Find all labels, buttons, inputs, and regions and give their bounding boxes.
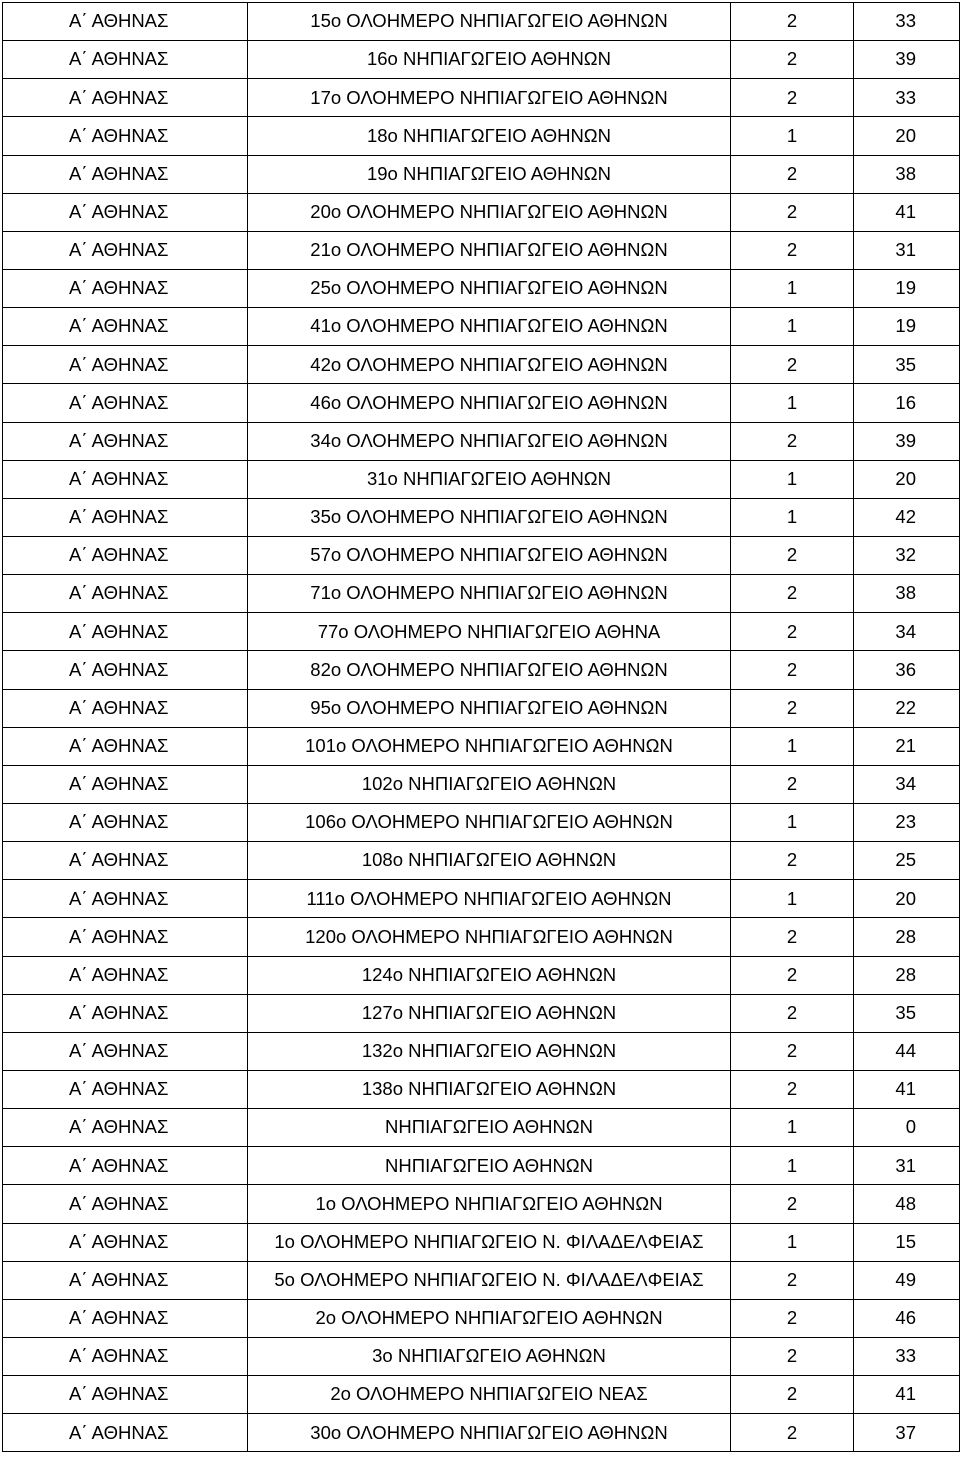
classes-count-cell: 2 xyxy=(731,231,854,269)
school-name-cell: 19ο ΝΗΠΙΑΓΩΓΕΙΟ ΑΘΗΝΩΝ xyxy=(248,155,731,193)
school-name-cell: 111ο ΟΛΟΗΜΕΡΟ ΝΗΠΙΑΓΩΓΕΙΟ ΑΘΗΝΩΝ xyxy=(248,880,731,918)
table-row xyxy=(3,498,960,536)
school-name-cell: 2ο ΟΛΟΗΜΕΡΟ ΝΗΠΙΑΓΩΓΕΙΟ ΝΕΑΣ xyxy=(248,1376,731,1414)
school-name-cell: 108ο ΝΗΠΙΑΓΩΓΕΙΟ ΑΘΗΝΩΝ xyxy=(248,842,731,880)
table-row xyxy=(3,1070,960,1108)
schools-table xyxy=(2,2,960,1452)
classes-count-cell: 2 xyxy=(731,193,854,231)
students-count-cell: 34 xyxy=(854,613,960,651)
classes-count-cell: 2 xyxy=(731,651,854,689)
students-count-cell: 44 xyxy=(854,1032,960,1070)
region-cell: Α΄ ΑΘΗΝΑΣ xyxy=(3,79,248,117)
students-count-cell: 25 xyxy=(854,842,960,880)
students-count-cell: 37 xyxy=(854,1414,960,1452)
students-count-cell: 16 xyxy=(854,384,960,422)
school-name-cell: 102ο ΝΗΠΙΑΓΩΓΕΙΟ ΑΘΗΝΩΝ xyxy=(248,765,731,803)
table-row xyxy=(3,765,960,803)
students-count-cell: 33 xyxy=(854,3,960,41)
students-count-cell: 20 xyxy=(854,880,960,918)
school-name-cell: 127ο ΝΗΠΙΑΓΩΓΕΙΟ ΑΘΗΝΩΝ xyxy=(248,994,731,1032)
classes-count-cell: 1 xyxy=(731,1147,854,1185)
classes-count-cell: 1 xyxy=(731,460,854,498)
school-name-cell: ΝΗΠΙΑΓΩΓΕΙΟ ΑΘΗΝΩΝ xyxy=(248,1147,731,1185)
region-cell: Α΄ ΑΘΗΝΑΣ xyxy=(3,651,248,689)
school-name-cell: 34ο ΟΛΟΗΜΕΡΟ ΝΗΠΙΑΓΩΓΕΙΟ ΑΘΗΝΩΝ xyxy=(248,422,731,460)
students-count-cell: 49 xyxy=(854,1261,960,1299)
school-name-cell: 77ο ΟΛΟΗΜΕΡΟ ΝΗΠΙΑΓΩΓΕΙΟ ΑΘΗΝΑ xyxy=(248,613,731,651)
students-count-cell: 36 xyxy=(854,651,960,689)
classes-count-cell: 1 xyxy=(731,269,854,307)
school-name-cell: 42ο ΟΛΟΗΜΕΡΟ ΝΗΠΙΑΓΩΓΕΙΟ ΑΘΗΝΩΝ xyxy=(248,346,731,384)
table-row xyxy=(3,79,960,117)
table-row xyxy=(3,1299,960,1337)
region-cell: Α΄ ΑΘΗΝΑΣ xyxy=(3,1070,248,1108)
region-cell: Α΄ ΑΘΗΝΑΣ xyxy=(3,803,248,841)
classes-count-cell: 1 xyxy=(731,803,854,841)
table-row xyxy=(3,651,960,689)
students-count-cell: 20 xyxy=(854,117,960,155)
region-cell: Α΄ ΑΘΗΝΑΣ xyxy=(3,765,248,803)
school-name-cell: 1ο ΟΛΟΗΜΕΡΟ ΝΗΠΙΑΓΩΓΕΙΟ Ν. ΦΙΛΑΔΕΛΦΕΙΑΣ xyxy=(248,1223,731,1261)
classes-count-cell: 2 xyxy=(731,689,854,727)
region-cell: Α΄ ΑΘΗΝΑΣ xyxy=(3,193,248,231)
region-cell: Α΄ ΑΘΗΝΑΣ xyxy=(3,269,248,307)
students-count-cell: 41 xyxy=(854,1376,960,1414)
table-row xyxy=(3,3,960,41)
table-row xyxy=(3,460,960,498)
table-row xyxy=(3,613,960,651)
classes-count-cell: 2 xyxy=(731,956,854,994)
table-row xyxy=(3,918,960,956)
school-name-cell: 20ο ΟΛΟΗΜΕΡΟ ΝΗΠΙΑΓΩΓΕΙΟ ΑΘΗΝΩΝ xyxy=(248,193,731,231)
school-name-cell: 132ο ΝΗΠΙΑΓΩΓΕΙΟ ΑΘΗΝΩΝ xyxy=(248,1032,731,1070)
students-count-cell: 39 xyxy=(854,422,960,460)
classes-count-cell: 2 xyxy=(731,41,854,79)
school-name-cell: ΝΗΠΙΑΓΩΓΕΙΟ ΑΘΗΝΩΝ xyxy=(248,1109,731,1147)
school-name-cell: 31ο ΝΗΠΙΑΓΩΓΕΙΟ ΑΘΗΝΩΝ xyxy=(248,460,731,498)
table-row xyxy=(3,1109,960,1147)
classes-count-cell: 1 xyxy=(731,498,854,536)
students-count-cell: 41 xyxy=(854,1070,960,1108)
table-row xyxy=(3,1376,960,1414)
table-row xyxy=(3,269,960,307)
region-cell: Α΄ ΑΘΗΝΑΣ xyxy=(3,117,248,155)
table-row xyxy=(3,117,960,155)
region-cell: Α΄ ΑΘΗΝΑΣ xyxy=(3,1376,248,1414)
table-row xyxy=(3,803,960,841)
table-body xyxy=(3,3,960,1452)
classes-count-cell: 2 xyxy=(731,994,854,1032)
region-cell: Α΄ ΑΘΗΝΑΣ xyxy=(3,956,248,994)
students-count-cell: 21 xyxy=(854,727,960,765)
table-row xyxy=(3,231,960,269)
table-row xyxy=(3,1032,960,1070)
students-count-cell: 38 xyxy=(854,575,960,613)
classes-count-cell: 1 xyxy=(731,384,854,422)
region-cell: Α΄ ΑΘΗΝΑΣ xyxy=(3,1261,248,1299)
region-cell: Α΄ ΑΘΗΝΑΣ xyxy=(3,727,248,765)
students-count-cell: 19 xyxy=(854,269,960,307)
table-row xyxy=(3,956,960,994)
classes-count-cell: 2 xyxy=(731,918,854,956)
students-count-cell: 33 xyxy=(854,1337,960,1375)
school-name-cell: 82ο ΟΛΟΗΜΕΡΟ ΝΗΠΙΑΓΩΓΕΙΟ ΑΘΗΝΩΝ xyxy=(248,651,731,689)
region-cell: Α΄ ΑΘΗΝΑΣ xyxy=(3,308,248,346)
students-count-cell: 23 xyxy=(854,803,960,841)
classes-count-cell: 2 xyxy=(731,1376,854,1414)
classes-count-cell: 2 xyxy=(731,1070,854,1108)
classes-count-cell: 2 xyxy=(731,1032,854,1070)
table-row xyxy=(3,1261,960,1299)
table-row xyxy=(3,193,960,231)
classes-count-cell: 1 xyxy=(731,1109,854,1147)
students-count-cell: 20 xyxy=(854,460,960,498)
classes-count-cell: 2 xyxy=(731,155,854,193)
table-row xyxy=(3,727,960,765)
region-cell: Α΄ ΑΘΗΝΑΣ xyxy=(3,689,248,727)
region-cell: Α΄ ΑΘΗΝΑΣ xyxy=(3,880,248,918)
school-name-cell: 95ο ΟΛΟΗΜΕΡΟ ΝΗΠΙΑΓΩΓΕΙΟ ΑΘΗΝΩΝ xyxy=(248,689,731,727)
classes-count-cell: 2 xyxy=(731,1299,854,1337)
region-cell: Α΄ ΑΘΗΝΑΣ xyxy=(3,1414,248,1452)
school-name-cell: 5ο ΟΛΟΗΜΕΡΟ ΝΗΠΙΑΓΩΓΕΙΟ Ν. ΦΙΛΑΔΕΛΦΕΙΑΣ xyxy=(248,1261,731,1299)
students-count-cell: 41 xyxy=(854,193,960,231)
school-name-cell: 1ο ΟΛΟΗΜΕΡΟ ΝΗΠΙΑΓΩΓΕΙΟ ΑΘΗΝΩΝ xyxy=(248,1185,731,1223)
classes-count-cell: 1 xyxy=(731,308,854,346)
school-name-cell: 30ο ΟΛΟΗΜΕΡΟ ΝΗΠΙΑΓΩΓΕΙΟ ΑΘΗΝΩΝ xyxy=(248,1414,731,1452)
table-row xyxy=(3,422,960,460)
school-name-cell: 71ο ΟΛΟΗΜΕΡΟ ΝΗΠΙΑΓΩΓΕΙΟ ΑΘΗΝΩΝ xyxy=(248,575,731,613)
students-count-cell: 35 xyxy=(854,346,960,384)
table-row xyxy=(3,1147,960,1185)
students-count-cell: 28 xyxy=(854,956,960,994)
school-name-cell: 16ο ΝΗΠΙΑΓΩΓΕΙΟ ΑΘΗΝΩΝ xyxy=(248,41,731,79)
region-cell: Α΄ ΑΘΗΝΑΣ xyxy=(3,1299,248,1337)
students-count-cell: 32 xyxy=(854,536,960,574)
region-cell: Α΄ ΑΘΗΝΑΣ xyxy=(3,155,248,193)
region-cell: Α΄ ΑΘΗΝΑΣ xyxy=(3,498,248,536)
region-cell: Α΄ ΑΘΗΝΑΣ xyxy=(3,1109,248,1147)
region-cell: Α΄ ΑΘΗΝΑΣ xyxy=(3,1337,248,1375)
students-count-cell: 15 xyxy=(854,1223,960,1261)
table-row xyxy=(3,994,960,1032)
region-cell: Α΄ ΑΘΗΝΑΣ xyxy=(3,460,248,498)
classes-count-cell: 2 xyxy=(731,346,854,384)
students-count-cell: 28 xyxy=(854,918,960,956)
school-name-cell: 21ο ΟΛΟΗΜΕΡΟ ΝΗΠΙΑΓΩΓΕΙΟ ΑΘΗΝΩΝ xyxy=(248,231,731,269)
classes-count-cell: 1 xyxy=(731,880,854,918)
students-count-cell: 48 xyxy=(854,1185,960,1223)
school-name-cell: 120ο ΟΛΟΗΜΕΡΟ ΝΗΠΙΑΓΩΓΕΙΟ ΑΘΗΝΩΝ xyxy=(248,918,731,956)
school-name-cell: 17ο ΟΛΟΗΜΕΡΟ ΝΗΠΙΑΓΩΓΕΙΟ ΑΘΗΝΩΝ xyxy=(248,79,731,117)
table-row xyxy=(3,346,960,384)
region-cell: Α΄ ΑΘΗΝΑΣ xyxy=(3,613,248,651)
students-count-cell: 38 xyxy=(854,155,960,193)
classes-count-cell: 2 xyxy=(731,1261,854,1299)
classes-count-cell: 2 xyxy=(731,1414,854,1452)
students-count-cell: 31 xyxy=(854,1147,960,1185)
table-row xyxy=(3,1414,960,1452)
table-row xyxy=(3,1337,960,1375)
region-cell: Α΄ ΑΘΗΝΑΣ xyxy=(3,41,248,79)
students-count-cell: 0 xyxy=(854,1109,960,1147)
region-cell: Α΄ ΑΘΗΝΑΣ xyxy=(3,1223,248,1261)
students-count-cell: 19 xyxy=(854,308,960,346)
students-count-cell: 33 xyxy=(854,79,960,117)
region-cell: Α΄ ΑΘΗΝΑΣ xyxy=(3,536,248,574)
table-row xyxy=(3,155,960,193)
region-cell: Α΄ ΑΘΗΝΑΣ xyxy=(3,384,248,422)
classes-count-cell: 2 xyxy=(731,1185,854,1223)
school-name-cell: 18ο ΝΗΠΙΑΓΩΓΕΙΟ ΑΘΗΝΩΝ xyxy=(248,117,731,155)
region-cell: Α΄ ΑΘΗΝΑΣ xyxy=(3,918,248,956)
region-cell: Α΄ ΑΘΗΝΑΣ xyxy=(3,575,248,613)
classes-count-cell: 2 xyxy=(731,842,854,880)
table-row xyxy=(3,308,960,346)
school-name-cell: 138ο ΝΗΠΙΑΓΩΓΕΙΟ ΑΘΗΝΩΝ xyxy=(248,1070,731,1108)
students-count-cell: 42 xyxy=(854,498,960,536)
school-name-cell: 57ο ΟΛΟΗΜΕΡΟ ΝΗΠΙΑΓΩΓΕΙΟ ΑΘΗΝΩΝ xyxy=(248,536,731,574)
region-cell: Α΄ ΑΘΗΝΑΣ xyxy=(3,1147,248,1185)
table-row xyxy=(3,575,960,613)
table-row xyxy=(3,1223,960,1261)
classes-count-cell: 2 xyxy=(731,536,854,574)
classes-count-cell: 1 xyxy=(731,117,854,155)
school-name-cell: 35ο ΟΛΟΗΜΕΡΟ ΝΗΠΙΑΓΩΓΕΙΟ ΑΘΗΝΩΝ xyxy=(248,498,731,536)
region-cell: Α΄ ΑΘΗΝΑΣ xyxy=(3,842,248,880)
region-cell: Α΄ ΑΘΗΝΑΣ xyxy=(3,422,248,460)
school-name-cell: 46ο ΟΛΟΗΜΕΡΟ ΝΗΠΙΑΓΩΓΕΙΟ ΑΘΗΝΩΝ xyxy=(248,384,731,422)
table-row xyxy=(3,842,960,880)
region-cell: Α΄ ΑΘΗΝΑΣ xyxy=(3,231,248,269)
classes-count-cell: 1 xyxy=(731,1223,854,1261)
school-name-cell: 41ο ΟΛΟΗΜΕΡΟ ΝΗΠΙΑΓΩΓΕΙΟ ΑΘΗΝΩΝ xyxy=(248,308,731,346)
students-count-cell: 22 xyxy=(854,689,960,727)
table-row xyxy=(3,536,960,574)
region-cell: Α΄ ΑΘΗΝΑΣ xyxy=(3,346,248,384)
students-count-cell: 34 xyxy=(854,765,960,803)
classes-count-cell: 2 xyxy=(731,3,854,41)
classes-count-cell: 1 xyxy=(731,727,854,765)
region-cell: Α΄ ΑΘΗΝΑΣ xyxy=(3,3,248,41)
classes-count-cell: 2 xyxy=(731,575,854,613)
table-row xyxy=(3,689,960,727)
school-name-cell: 101ο ΟΛΟΗΜΕΡΟ ΝΗΠΙΑΓΩΓΕΙΟ ΑΘΗΝΩΝ xyxy=(248,727,731,765)
students-count-cell: 39 xyxy=(854,41,960,79)
students-count-cell: 35 xyxy=(854,994,960,1032)
school-name-cell: 3ο ΝΗΠΙΑΓΩΓΕΙΟ ΑΘΗΝΩΝ xyxy=(248,1337,731,1375)
school-name-cell: 106ο ΟΛΟΗΜΕΡΟ ΝΗΠΙΑΓΩΓΕΙΟ ΑΘΗΝΩΝ xyxy=(248,803,731,841)
school-name-cell: 124ο ΝΗΠΙΑΓΩΓΕΙΟ ΑΘΗΝΩΝ xyxy=(248,956,731,994)
students-count-cell: 31 xyxy=(854,231,960,269)
school-name-cell: 2ο ΟΛΟΗΜΕΡΟ ΝΗΠΙΑΓΩΓΕΙΟ ΑΘΗΝΩΝ xyxy=(248,1299,731,1337)
school-name-cell: 15ο ΟΛΟΗΜΕΡΟ ΝΗΠΙΑΓΩΓΕΙΟ ΑΘΗΝΩΝ xyxy=(248,3,731,41)
students-count-cell: 46 xyxy=(854,1299,960,1337)
table-row xyxy=(3,384,960,422)
region-cell: Α΄ ΑΘΗΝΑΣ xyxy=(3,1185,248,1223)
table-row xyxy=(3,880,960,918)
classes-count-cell: 2 xyxy=(731,613,854,651)
classes-count-cell: 2 xyxy=(731,765,854,803)
school-name-cell: 25ο ΟΛΟΗΜΕΡΟ ΝΗΠΙΑΓΩΓΕΙΟ ΑΘΗΝΩΝ xyxy=(248,269,731,307)
region-cell: Α΄ ΑΘΗΝΑΣ xyxy=(3,1032,248,1070)
table-row xyxy=(3,1185,960,1223)
region-cell: Α΄ ΑΘΗΝΑΣ xyxy=(3,994,248,1032)
classes-count-cell: 2 xyxy=(731,422,854,460)
classes-count-cell: 2 xyxy=(731,1337,854,1375)
table-row xyxy=(3,41,960,79)
classes-count-cell: 2 xyxy=(731,79,854,117)
